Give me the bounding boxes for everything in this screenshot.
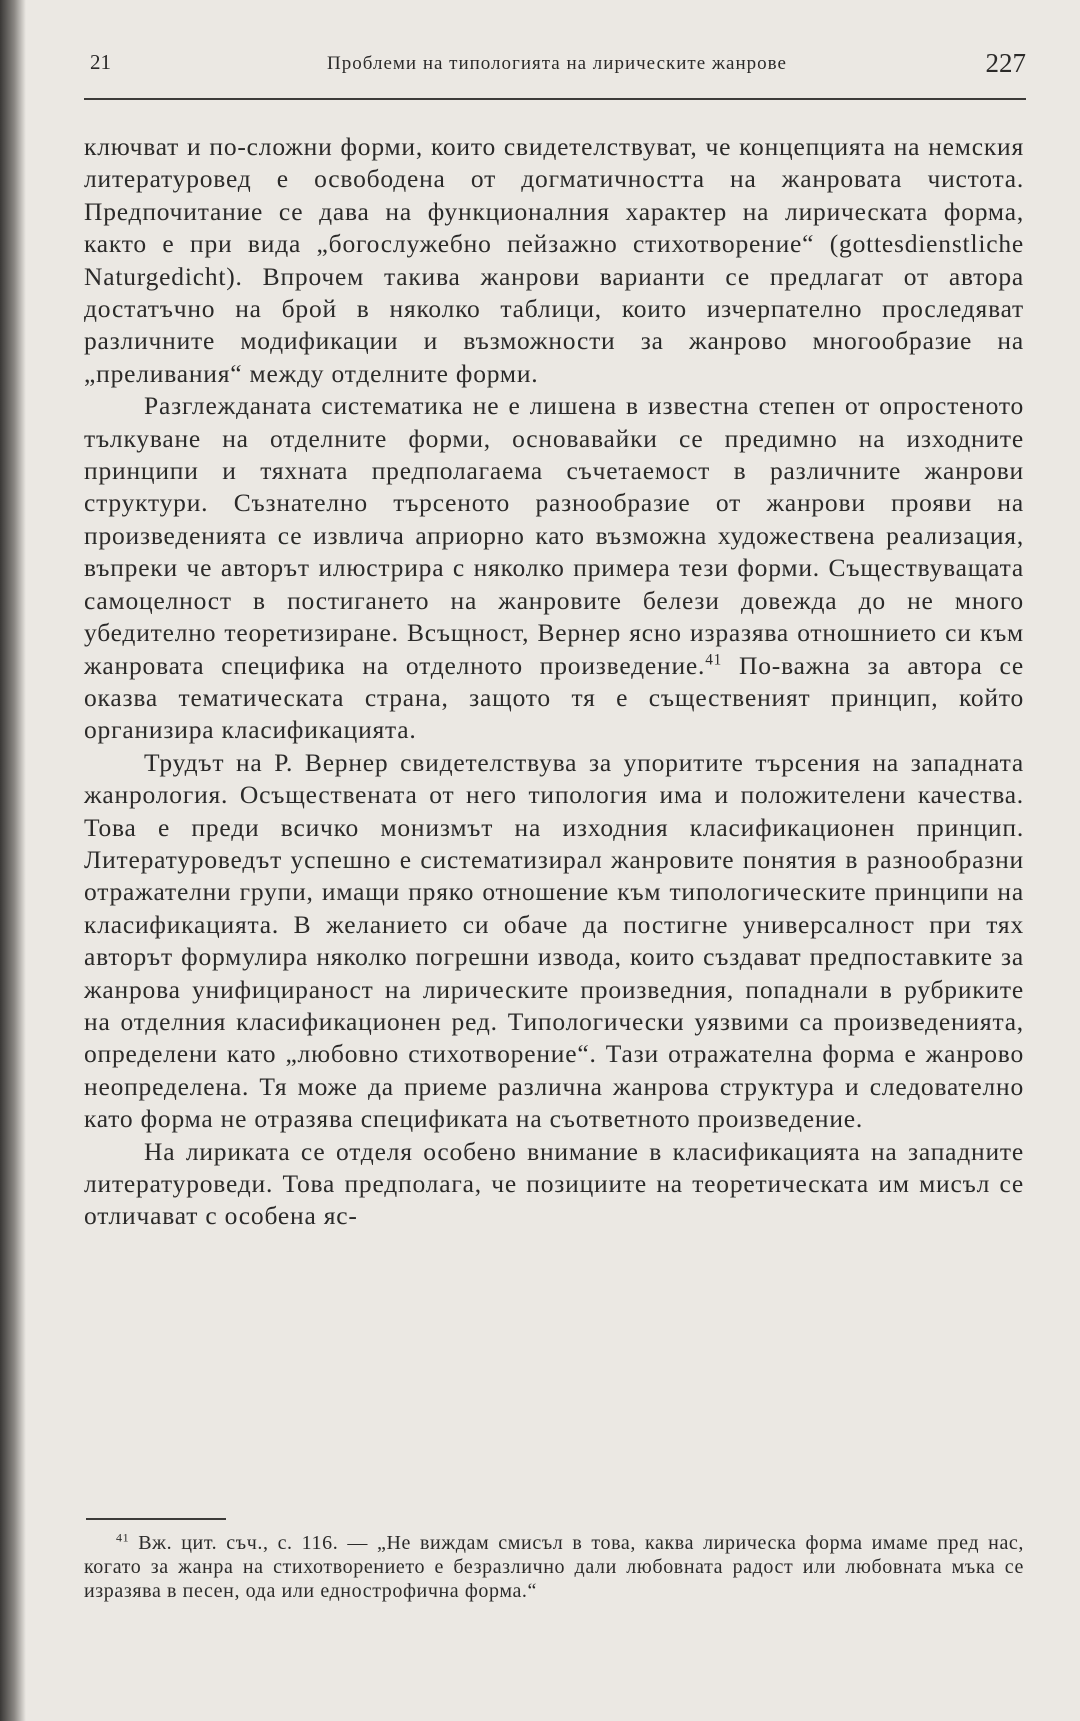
footnote (84, 1531, 1024, 1604)
footnote-reference[interactable]: 41 (705, 651, 723, 668)
footnote-rule (86, 1518, 226, 1520)
footnote-text: Вж. цит. съч., с. 116. — „Не виждам смисъл в това, каква лирическа форма имаме пред нас, когато за жанра на стихотворението е безразлично дали любовната радост или любовната мъка се изразява в песен, ода или еднострофична форма.“ (84, 1532, 1024, 1603)
running-title: Проблеми на типологията на лирическите жанрове (327, 53, 787, 74)
binding-shadow (0, 0, 26, 1721)
paragraph-1: ключват и по-сложни форми, които свидетелствуват, че концепцията на немския литературовед е освободена от догматичността на жанровата чистота. Предпочитание се дава на функционалния характер на лирическата форма, както е при вида „богослужебно пейзажно стихотворение“ (gottesdienstliche Naturgedicht). Впрочем такива жанрови варианти се предлагат от автора достатъчно на брой в няколко таблици, които изчерпателно проследяват различните модификации и възможности за жанрово многообразие на „преливания“ между отделните форми. (84, 132, 1024, 388)
main-text (84, 131, 1024, 1233)
paragraph-3: Трудът на Р. Вернер свидетелствува за упоритите търсения на западната жанрология. Осъществената от него типология има и положителени качества. Това е преди всичко монизмът на изходния класификационен принцип. Литературоведът успешно е систематизирал жанровите понятия в разнообразни отражателни групи, имащи пряко отношение към типологическите принципи на класификацията. В желанието си обаче да постигне универсалност при тях авторът формулира няколко погрешни извода, които създават предпоставките за жанрова унифицираност на лирическите произведния, попаднали в рубриките на отделния класификационен ред. Типологически уязвими са произведенията, определени като „любовно стихотворение“. Тази отражателна форма е жанрово неопределена. Тя може да приеме различна жанрова структура и следователно като форма не отразява спецификата на съответното произведение. (84, 747, 1024, 1134)
signature-number: 21 (90, 50, 111, 74)
page-number: 227 (985, 48, 1026, 78)
running-header (88, 44, 1026, 88)
footnote-number: 41 (116, 1530, 130, 1545)
header-rule (84, 98, 1026, 100)
paragraph-4: На лириката се отделя особено внимание в класификацията на западните литературоведи. Това предполага, че позициите на теоретическата им мисъл се отличават с особена яс- (84, 1136, 1024, 1231)
paragraph-2: Разглежданата систематика не е лишена в известна степен от опростеното тълкуване на отделните форми, основавайки се предимно на изходните принципи и тяхната предполагаема съчетаемост в различните жанрови структури. Съзнателно търсеното разнообразие от жанрови прояви на произведенията се извлича априорно като възможна художествена реализация, въпреки че авторът илюстрира с няколко примера тези форми. Съществуващата самоцелност в постигането на жанровите белези довежда до не много убедително теоретизиране. Всъщност, Вернер ясно изразява отношнието си към жанровата специфика на отделното произведение.$^{41}$ По-важна за автора се оказва тематическата страна, защото тя е съществeният принцип, който организира класификацията. (84, 391, 1024, 745)
